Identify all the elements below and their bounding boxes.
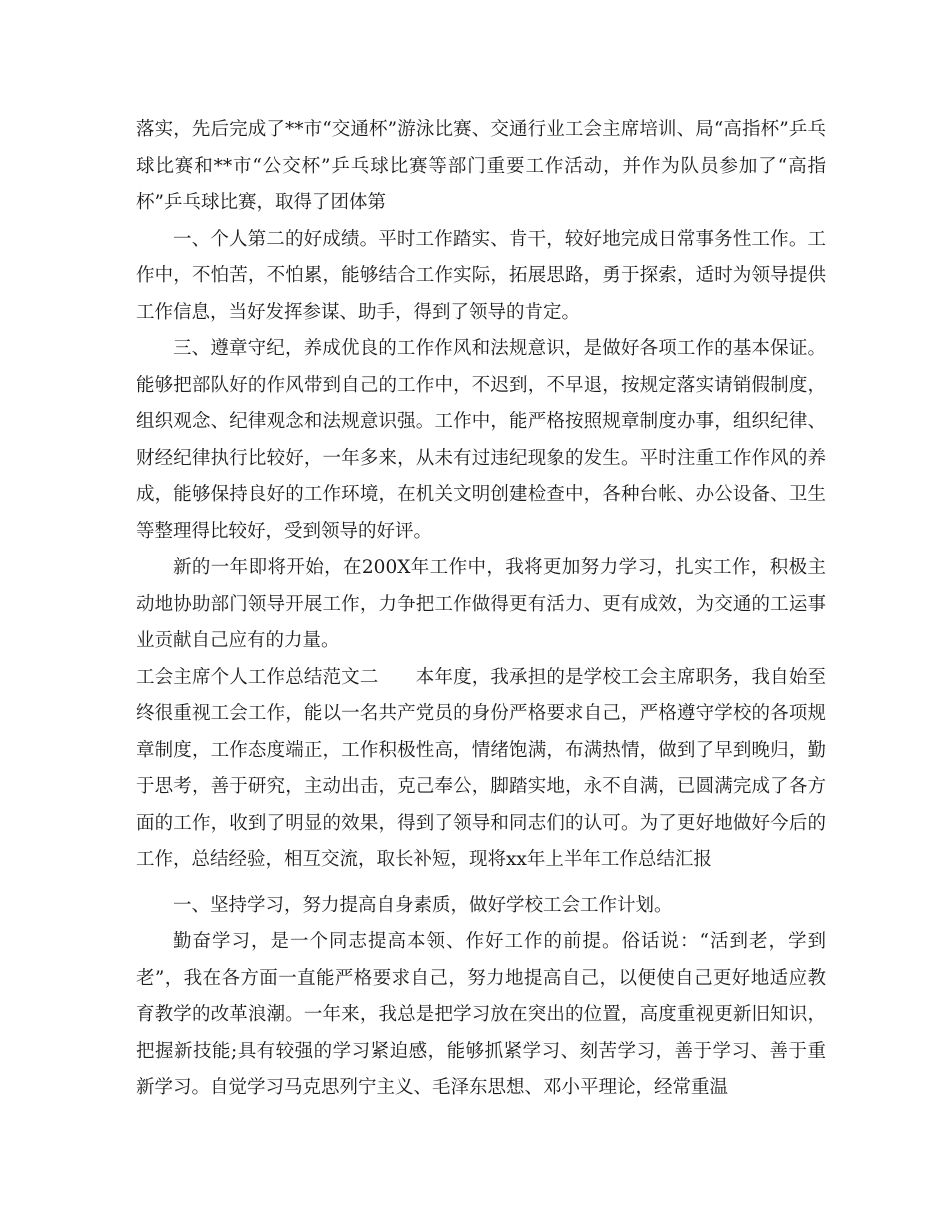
paragraph-continuation: 落实，先后完成了**市“交通杯”游泳比赛、交通行业工会主席培训、局“高指杯”乒乓球比赛和**市“公交杯”乒乓球比赛等部门重要工作活动，并作为队员参加了“高指杯”乒乓球比赛，取得了团体第 xyxy=(136,119,826,213)
paragraph-achievements: 一、个人第二的好成绩。平时工作踏实、肯干，较好地完成日常事务性工作。工作中，不怕苦，不怕累，能够结合工作实际，拓展思路，勇于探索，适时为领导提供工作信息，当好发挥参谋、助手，得到了领导的肯定。 xyxy=(136,228,826,323)
paragraph-sample-two-text: 本年度，我承担的是学校工会主席职务，我自始至终很重视工会工作，能以一名共产党员的身份严格要求自己，严格遵守学校的各项规章制度，工作态度端正，工作积极性高，情绪饱满，布满热情，做到了早到晚归，勤于思考，善于研究，主动出击，克己奉公，脚踏实地，永不自满，已圆满完成了各方面的工作，收到了明显的效果，得到了领导和同志们的认可。为了更好地做好今后的工作，总结经验，相互交流，取长补短，现将xx年上半年工作总结汇报 xyxy=(136,666,826,870)
heading-gap xyxy=(378,667,415,688)
document-body xyxy=(136,112,826,1107)
paragraph-discipline: 三、遵章守纪，养成优良的工作作风和法规意识，是做好各项工作的基本保证。能够把部队好的作风带到自己的工作中，不迟到，不早退，按规定落实请销假制度，组织观念、纪律观念和法规意识强。工作中，能严格按照规章制度办事，组织纪律、财经纪律执行比较好，一年多来，从未有过违纪现象的发生。平时注重工作作风的养成，能够保持良好的工作环境，在机关文明创建检查中，各种台帐、办公设备、卫生等整理得比较好，受到领导的好评。 xyxy=(136,338,826,542)
paragraph-new-year: 新的一年即将开始，在200X年工作中，我将更加努力学习，扎实工作，积极主动地协助部门领导开展工作，力争把工作做得更有活力、更有成效，为交通的工运事业贡献自己应有的力量。 xyxy=(136,557,826,651)
section-heading-sample-two: 工会主席个人工作总结范文二 xyxy=(136,666,379,688)
paragraph-sample-two xyxy=(136,660,826,879)
paragraph-study-heading: 一、坚持学习，努力提高自身素质，做好学校工会工作计划。 xyxy=(173,894,673,916)
paragraph-study: 勤奋学习，是一个同志提高本领、作好工作的前提。俗话说：“活到老，学到老”，我在各方面一直能严格要求自己，努力地提高自己，以便使自己更好地适应教育教学的改革浪潮。一年来，我总是把学习放在突出的位置，高度重视更新旧知识，把握新技能;具有较强的学习紧迫感，能够抓紧学习、刻苦学习，善于学习、善于重新学习。自觉学习马克思列宁主义、毛泽东思想、邓小平理论，经常重温 xyxy=(136,931,826,1098)
